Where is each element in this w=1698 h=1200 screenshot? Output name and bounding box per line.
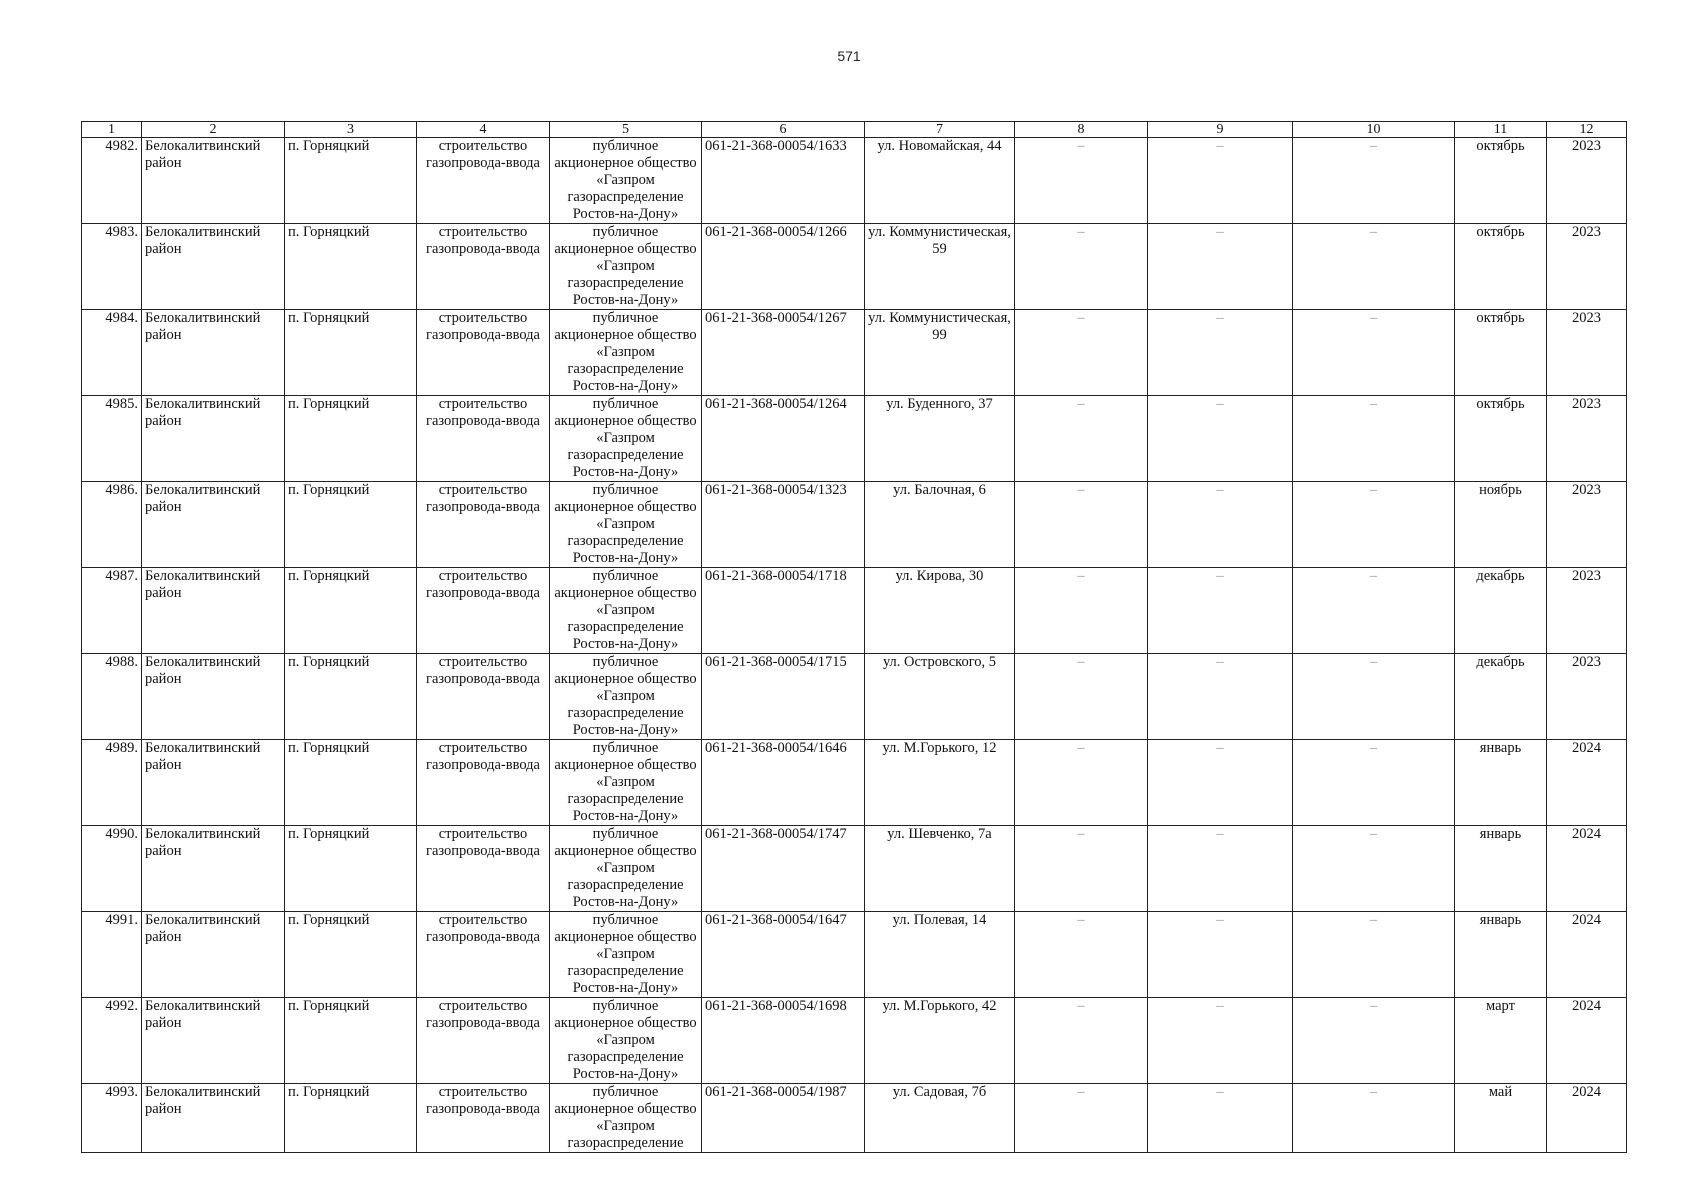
work-type-cell: строительство газопровода-ввода [417, 138, 550, 224]
column-9-cell: – [1148, 224, 1293, 310]
column-10-cell: – [1293, 1084, 1455, 1153]
column-10-cell: – [1293, 396, 1455, 482]
row-number: 4991. [82, 912, 142, 998]
column-9-cell: – [1148, 138, 1293, 224]
organization-cell: публичное акционерное общество «Газпром газораспределение Ростов-на-Дону» [550, 568, 702, 654]
year-cell: 2023 [1547, 224, 1627, 310]
row-number: 4989. [82, 740, 142, 826]
table-row [82, 568, 1627, 654]
month-cell: октябрь [1455, 224, 1547, 310]
year-cell: 2024 [1547, 740, 1627, 826]
column-10-cell: – [1293, 740, 1455, 826]
column-header-1: 1 [82, 122, 142, 138]
column-header-3: 3 [285, 122, 417, 138]
month-cell: май [1455, 1084, 1547, 1153]
registry-code-cell: 061-21-368-00054/1715 [702, 654, 865, 740]
year-cell: 2023 [1547, 568, 1627, 654]
month-cell: октябрь [1455, 396, 1547, 482]
column-8-cell: – [1015, 826, 1148, 912]
settlement-cell: п. Горняцкий [285, 912, 417, 998]
address-cell: ул. Кирова, 30 [865, 568, 1015, 654]
row-number: 4992. [82, 998, 142, 1084]
registry-code-cell: 061-21-368-00054/1987 [702, 1084, 865, 1153]
address-cell: ул. Полевая, 14 [865, 912, 1015, 998]
column-8-cell: – [1015, 740, 1148, 826]
column-8-cell: – [1015, 482, 1148, 568]
year-cell: 2024 [1547, 912, 1627, 998]
work-type-cell: строительство газопровода-ввода [417, 310, 550, 396]
column-8-cell: – [1015, 912, 1148, 998]
organization-cell: публичное акционерное общество «Газпром газораспределение [550, 1084, 702, 1153]
column-8-cell: – [1015, 998, 1148, 1084]
column-9-cell: – [1148, 654, 1293, 740]
column-9-cell: – [1148, 396, 1293, 482]
month-cell: декабрь [1455, 568, 1547, 654]
column-9-cell: – [1148, 1084, 1293, 1153]
column-header-2: 2 [142, 122, 285, 138]
column-10-cell: – [1293, 826, 1455, 912]
year-cell: 2024 [1547, 998, 1627, 1084]
year-cell: 2024 [1547, 826, 1627, 912]
organization-cell: публичное акционерное общество «Газпром газораспределение Ростов-на-Дону» [550, 654, 702, 740]
month-cell: январь [1455, 740, 1547, 826]
row-number: 4985. [82, 396, 142, 482]
organization-cell: публичное акционерное общество «Газпром газораспределение Ростов-на-Дону» [550, 998, 702, 1084]
row-number: 4988. [82, 654, 142, 740]
month-cell: декабрь [1455, 654, 1547, 740]
column-8-cell: – [1015, 654, 1148, 740]
work-type-cell: строительство газопровода-ввода [417, 912, 550, 998]
month-cell: январь [1455, 826, 1547, 912]
row-number: 4986. [82, 482, 142, 568]
page-number: 571 [837, 48, 861, 64]
table-row [82, 826, 1627, 912]
column-10-cell: – [1293, 568, 1455, 654]
district-cell: Белокалитвинский район [142, 224, 285, 310]
registry-code-cell: 061-21-368-00054/1267 [702, 310, 865, 396]
table-row [82, 654, 1627, 740]
settlement-cell: п. Горняцкий [285, 654, 417, 740]
address-cell: ул. Буденного, 37 [865, 396, 1015, 482]
column-9-cell: – [1148, 826, 1293, 912]
district-cell: Белокалитвинский район [142, 138, 285, 224]
address-cell: ул. М.Горького, 42 [865, 998, 1015, 1084]
registry-code-cell: 061-21-368-00054/1747 [702, 826, 865, 912]
column-header-6: 6 [702, 122, 865, 138]
organization-cell: публичное акционерное общество «Газпром газораспределение Ростов-на-Дону» [550, 138, 702, 224]
year-cell: 2023 [1547, 482, 1627, 568]
district-cell: Белокалитвинский район [142, 740, 285, 826]
registry-code-cell: 061-21-368-00054/1718 [702, 568, 865, 654]
table-row [82, 998, 1627, 1084]
district-cell: Белокалитвинский район [142, 654, 285, 740]
month-cell: март [1455, 998, 1547, 1084]
district-cell: Белокалитвинский район [142, 568, 285, 654]
column-header-11: 11 [1455, 122, 1547, 138]
address-cell: ул. Новомайская, 44 [865, 138, 1015, 224]
column-9-cell: – [1148, 998, 1293, 1084]
column-9-cell: – [1148, 568, 1293, 654]
registry-code-cell: 061-21-368-00054/1266 [702, 224, 865, 310]
work-type-cell: строительство газопровода-ввода [417, 1084, 550, 1153]
column-10-cell: – [1293, 912, 1455, 998]
registry-code-cell: 061-21-368-00054/1647 [702, 912, 865, 998]
header-row [82, 122, 1627, 138]
column-10-cell: – [1293, 224, 1455, 310]
settlement-cell: п. Горняцкий [285, 1084, 417, 1153]
work-type-cell: строительство газопровода-ввода [417, 654, 550, 740]
column-8-cell: – [1015, 224, 1148, 310]
district-cell: Белокалитвинский район [142, 826, 285, 912]
column-8-cell: – [1015, 568, 1148, 654]
settlement-cell: п. Горняцкий [285, 224, 417, 310]
settlement-cell: п. Горняцкий [285, 740, 417, 826]
year-cell: 2023 [1547, 396, 1627, 482]
address-cell: ул. Балочная, 6 [865, 482, 1015, 568]
table-row [82, 224, 1627, 310]
column-8-cell: – [1015, 310, 1148, 396]
district-cell: Белокалитвинский район [142, 396, 285, 482]
table-row [82, 912, 1627, 998]
address-cell: ул. Садовая, 7б [865, 1084, 1015, 1153]
year-cell: 2023 [1547, 310, 1627, 396]
row-number: 4987. [82, 568, 142, 654]
column-header-7: 7 [865, 122, 1015, 138]
settlement-cell: п. Горняцкий [285, 568, 417, 654]
row-number: 4993. [82, 1084, 142, 1153]
table-row [82, 740, 1627, 826]
month-cell: октябрь [1455, 310, 1547, 396]
column-8-cell: – [1015, 1084, 1148, 1153]
row-number: 4990. [82, 826, 142, 912]
column-header-8: 8 [1015, 122, 1148, 138]
settlement-cell: п. Горняцкий [285, 396, 417, 482]
district-cell: Белокалитвинский район [142, 912, 285, 998]
month-cell: октябрь [1455, 138, 1547, 224]
table-body [82, 138, 1627, 1153]
registry-table [81, 121, 1627, 1153]
district-cell: Белокалитвинский район [142, 1084, 285, 1153]
work-type-cell: строительство газопровода-ввода [417, 224, 550, 310]
organization-cell: публичное акционерное общество «Газпром газораспределение Ростов-на-Дону» [550, 482, 702, 568]
settlement-cell: п. Горняцкий [285, 310, 417, 396]
column-9-cell: – [1148, 482, 1293, 568]
district-cell: Белокалитвинский район [142, 310, 285, 396]
organization-cell: публичное акционерное общество «Газпром газораспределение Ростов-на-Дону» [550, 740, 702, 826]
table-row [82, 138, 1627, 224]
registry-code-cell: 061-21-368-00054/1698 [702, 998, 865, 1084]
organization-cell: публичное акционерное общество «Газпром газораспределение Ростов-на-Дону» [550, 912, 702, 998]
year-cell: 2023 [1547, 138, 1627, 224]
table-header [82, 122, 1627, 138]
column-8-cell: – [1015, 138, 1148, 224]
settlement-cell: п. Горняцкий [285, 826, 417, 912]
address-cell: ул. Шевченко, 7а [865, 826, 1015, 912]
district-cell: Белокалитвинский район [142, 998, 285, 1084]
column-8-cell: – [1015, 396, 1148, 482]
year-cell: 2024 [1547, 1084, 1627, 1153]
settlement-cell: п. Горняцкий [285, 138, 417, 224]
column-10-cell: – [1293, 138, 1455, 224]
column-9-cell: – [1148, 740, 1293, 826]
district-cell: Белокалитвинский район [142, 482, 285, 568]
table-row [82, 396, 1627, 482]
settlement-cell: п. Горняцкий [285, 482, 417, 568]
registry-code-cell: 061-21-368-00054/1646 [702, 740, 865, 826]
address-cell: ул. М.Горького, 12 [865, 740, 1015, 826]
organization-cell: публичное акционерное общество «Газпром газораспределение Ростов-на-Дону» [550, 826, 702, 912]
row-number: 4983. [82, 224, 142, 310]
work-type-cell: строительство газопровода-ввода [417, 482, 550, 568]
table-row [82, 310, 1627, 396]
column-header-4: 4 [417, 122, 550, 138]
column-10-cell: – [1293, 998, 1455, 1084]
table-row [82, 482, 1627, 568]
work-type-cell: строительство газопровода-ввода [417, 396, 550, 482]
registry-code-cell: 061-21-368-00054/1323 [702, 482, 865, 568]
work-type-cell: строительство газопровода-ввода [417, 998, 550, 1084]
organization-cell: публичное акционерное общество «Газпром газораспределение Ростов-на-Дону» [550, 310, 702, 396]
column-header-9: 9 [1148, 122, 1293, 138]
column-header-12: 12 [1547, 122, 1627, 138]
address-cell: ул. Коммунистическая, 59 [865, 224, 1015, 310]
work-type-cell: строительство газопровода-ввода [417, 826, 550, 912]
row-number: 4982. [82, 138, 142, 224]
column-header-5: 5 [550, 122, 702, 138]
organization-cell: публичное акционерное общество «Газпром газораспределение Ростов-на-Дону» [550, 396, 702, 482]
row-number: 4984. [82, 310, 142, 396]
organization-cell: публичное акционерное общество «Газпром газораспределение Ростов-на-Дону» [550, 224, 702, 310]
settlement-cell: п. Горняцкий [285, 998, 417, 1084]
column-10-cell: – [1293, 654, 1455, 740]
registry-code-cell: 061-21-368-00054/1264 [702, 396, 865, 482]
work-type-cell: строительство газопровода-ввода [417, 740, 550, 826]
column-10-cell: – [1293, 310, 1455, 396]
address-cell: ул. Коммунистическая, 99 [865, 310, 1015, 396]
column-9-cell: – [1148, 310, 1293, 396]
month-cell: ноябрь [1455, 482, 1547, 568]
column-9-cell: – [1148, 912, 1293, 998]
month-cell: январь [1455, 912, 1547, 998]
table-row [82, 1084, 1627, 1153]
column-header-10: 10 [1293, 122, 1455, 138]
address-cell: ул. Островского, 5 [865, 654, 1015, 740]
year-cell: 2023 [1547, 654, 1627, 740]
registry-code-cell: 061-21-368-00054/1633 [702, 138, 865, 224]
column-10-cell: – [1293, 482, 1455, 568]
work-type-cell: строительство газопровода-ввода [417, 568, 550, 654]
